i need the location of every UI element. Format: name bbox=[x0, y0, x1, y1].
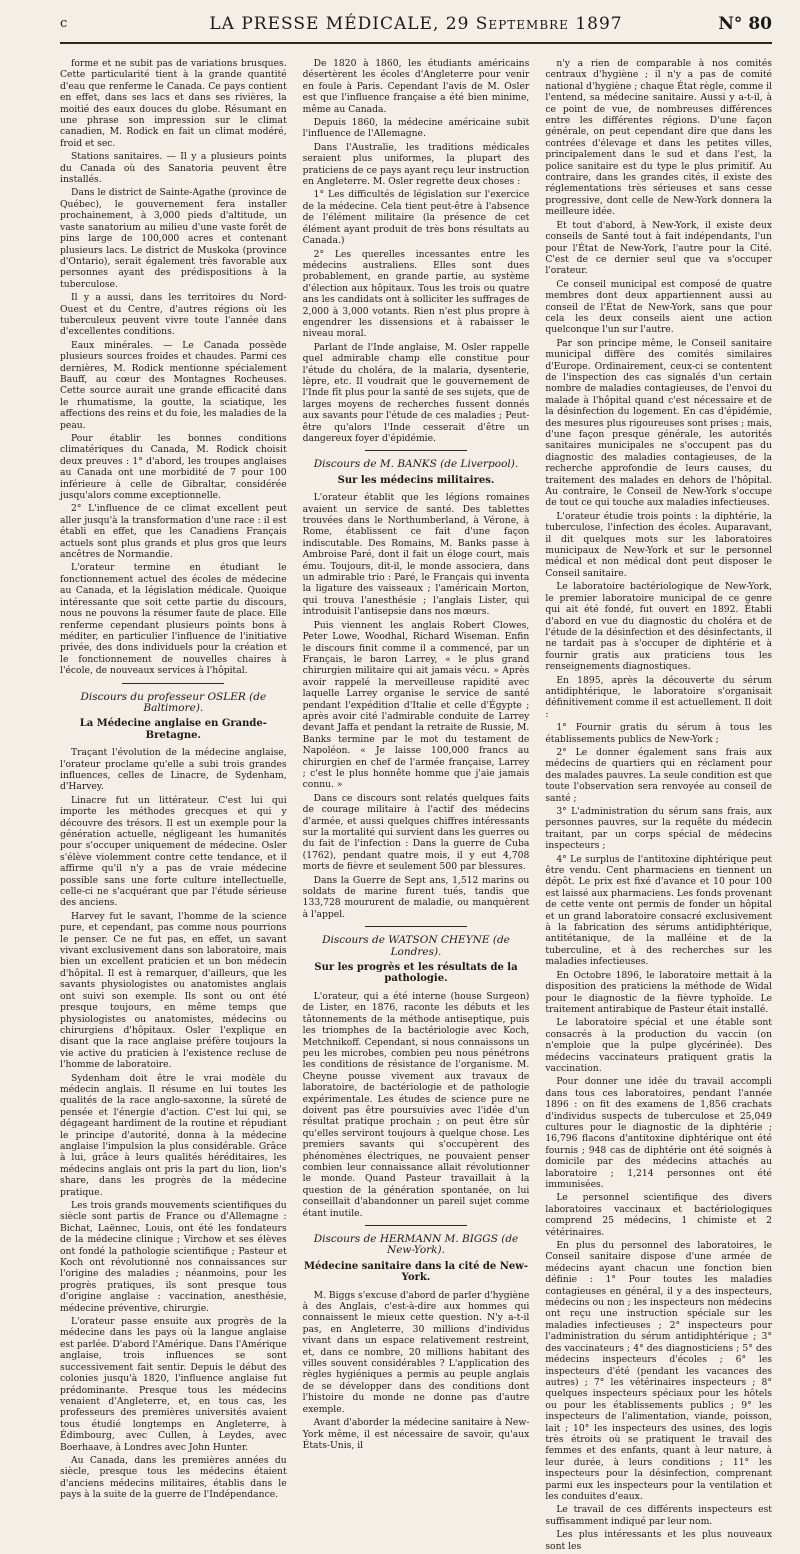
paragraph: 2° Les querelles incessantes entre les médecins australiens. Elles sont dues probablement, en grande partie, au système d'élection aux hôpitaux. Tous les trois ou quatre ans les candidats ont à solliciter les suffrages de 2,000 à 3,000 votants. Rien n'est plus propre à engendrer les dissensions et à rabaisser le niveau moral. bbox=[302, 248, 530, 340]
paragraph: 2° L'influence de ce climat excellent peut aller jusqu'à la transformation d'une race : il est établi en effet, que les Canadiens Français actuels sont plus grands et plus gros que leurs ancêtres de Normandie. bbox=[60, 503, 287, 561]
page-header bbox=[60, 12, 772, 44]
paragraph: Par son principe même, le Conseil sanitaire municipal diffère des comités similaires d'Europe. Ordinairement, ceux-ci se contentent de l'inspection des cas signalés d'un certain nombre de maladies contagieuses, de l'envoi du malade à l'hôpital quand c'est nécessaire et de la désinfection du logement. En cas d'épidémie, des mesures plus rigoureuses sont prises ; mais, d'une façon presque générale, les autorités sanitaires municipales ne s'occupent pas du diagnostic des maladies contagieuses, de la recherche approfondie de leurs causes, du traitement des malades en dehors de l'hôpital. Au contraire, le Conseil de New-York s'occupe de tout ce qui touche aux maladies infectieuses. bbox=[545, 337, 772, 509]
issue-number: N° 80 bbox=[718, 14, 772, 34]
section-subtitle: Sur les médecins militaires. bbox=[337, 474, 495, 486]
paragraph: L'orateur, qui a été interne (house Surgeon) de Lister, en 1876, raconte les débuts et les tâtonnements de la méthode antiseptique, puis les triomphes de la bactériologie avec Koch, Metchnikoff. Cependant, si nous connaissons un peu les microbes, combien peu nous pénétrons les conditions de résistance de l'organisme. M. Cheyne pousse vivement aux travaux de laboratoire, de bactériologie et de pathologie expérimentale. Les études de science pure ne doivent pas être poursuivies avec l'idée d'un résultat pratique prochain ; on peut être sûr qu'elles serviront toujours à quelque chose. Les premiers savants qui s'occupèrent des phénomènes électriques, ne pouvaient penser combien leur connaissance allait révolutionner le monde. Quand Pasteur travaillait à la question de la génération spontanée, on lui conseillait d'abandonner un pareil sujet comme étant inutile. bbox=[302, 990, 530, 1219]
paragraph: De 1820 à 1860, les étudiants américains désertèrent les écoles d'Angleterre pour venir en foule à Paris. Cependant l'avis de M. Osler est que l'influence française a été bien minime, même au Canada. bbox=[302, 58, 530, 115]
paragraph: Dans la Guerre de Sept ans, 1,512 marins ou soldats de marine furent tués, tandis que 133,728 moururent de maladie, ou manquèrent à l'appel. bbox=[302, 874, 530, 920]
section-title: Discours de HERMANN M. BIGGS (de New-York). bbox=[313, 1233, 519, 1257]
paragraph: Ce conseil municipal est composé de quatre membres dont deux appartiennent aussi au conseil de l'État de New-York, sans que pour cela les deux conseils aient une action quelconque l'un sur l'autre. bbox=[545, 278, 772, 336]
journal-title: LA PRESSE MÉDICALE, 29 Septembre 1897 bbox=[209, 14, 623, 34]
paragraph: M. Biggs s'excuse d'abord de parler d'hygiène à des Anglais, c'est-à-dire aux hommes qui connaissent le mieux cette question. N'y a-t-il pas, en Angleterre, 30 millions d'individus vivant dans un espace relativement restreint, et, dans ce nombre, 20 millions habitant des villes souvent considérables ? L'application des règles hygiéniques a permis au peuple anglais de se développer dans des conditions dont l'histoire du monde ne donne pas d'autre exemple. bbox=[302, 1289, 530, 1415]
paragraph: Au Canada, dans les premières années du siècle, presque tous les médecins étaient d'anciens médecins militaires, établis dans le pays à la suite de la guerre de l'Indépendance. bbox=[60, 1454, 287, 1501]
paragraph: Le travail de ces différents inspecteurs est suffisamment indiqué par leur nom. bbox=[545, 1504, 772, 1527]
article-columns bbox=[60, 58, 772, 1552]
section-title: Discours de WATSON CHEYNE (de Londres). bbox=[322, 934, 510, 958]
paragraph: forme et ne subit pas de variations brusques. Cette particularité tient à la grande quantité d'eau que renferme le Canada. Ce pays contient en effet, dans ses lacs et dans ses rivières, la moitié des eaux douces du globe. Résumant en une phrase son impression sur le climat canadien, M. Rodick en fait un climat modéré, froid et sec. bbox=[60, 58, 287, 149]
section-divider bbox=[365, 926, 467, 927]
paragraph: Les trois grands mouvements scientifiques du siècle sont partis de France ou d'Allemagne : Bichat, Laënnec, Louis, ont été les fondateurs de la médecine clinique ; Virchow et ses élèves ont fondé la pathologie scientifique ; Pasteur et Koch ont révolutionné nos connaissances sur l'origine des maladies ; néanmoins, pour les progrès pratiques, ils sont presque tous d'origine anglaise : vaccination, anesthésie, médecine préventive, chirurgie. bbox=[60, 1200, 287, 1314]
paragraph: Avant d'aborder la médecine sanitaire à New-York même, il est nécessaire de savoir, qu'aux États-Unis, il bbox=[302, 1417, 530, 1451]
paragraph: Dans ce discours sont relatés quelques faits de courage militaire à l'actif des médecins d'armée, et aussi quelques chiffres intéressants sur la mortalité qui survient dans les guerres ou du fait de l'infection : Dans la guerre de Cuba (1762), pendant quatre mois, il y eut 4,708 morts de fièvre et seulement 500 par blessures. bbox=[302, 792, 530, 873]
paragraph: Il y a aussi, dans les territoires du Nord-Ouest et du Centre, d'autres régions où les tuberculeux peuvent vivre toute l'année dans d'excellentes conditions. bbox=[60, 292, 287, 338]
section-subtitle: La Médecine anglaise en Grande-Bretagne. bbox=[79, 718, 267, 741]
paragraph: 4° Le surplus de l'antitoxine diphtérique peut être vendu. Cent pharmaciens en tiennent un dépôt. Le prix est fixé d'avance et 10 pour 100 est laissé aux pharmaciens. Les fonds provenant de cette vente ont permis de fonder un hôpital et un grand laboratoire consacré exclusivement à la fabrication des sérums antidiphtérique, antitétanique, de la malléine et de la tuberculine, et à des recherches sur les maladies infectieuses. bbox=[545, 853, 772, 968]
section-title: Discours du professeur OSLER (de Baltimore). bbox=[80, 690, 267, 714]
paragraph: Linacre fut un littérateur. C'est lui qui importe les méthodes grecques et qui y découvre des trésors. Il est un exemple pour la génération actuelle, négligeant les humanités pour s'occuper uniquement de médecine. Osler s'élève violemment contre cette tendance, et il affirme qu'il n'y a pas de vraie médecine possible sans une forte culture intellectuelle, celle-ci ne s'acquérant que par l'étude sérieuse des anciens. bbox=[60, 794, 287, 909]
paragraph: Depuis 1860, la médecine américaine subit l'influence de l'Allemagne. bbox=[302, 117, 530, 140]
paragraph: Parlant de l'Inde anglaise, M. Osler rappelle quel admirable champ elle constitue pour l'étude du choléra, de la malaria, dysenterie, lèpre, etc. Il voudrait que le gouvernement de l'Inde fît plus pour la santé de ses sujets, que de larges moyens de recherches fussent donnés aux savants pour l'étude de ces maladies ; Peut-être qu'alors l'Inde cesserait d'être un dangereux foyer d'épidémie. bbox=[302, 341, 530, 444]
paragraph: Et tout d'abord, à New-York, il existe deux conseils de Santé tout à fait indépendants, l'un pour l'État de New-York, l'autre pour la Cité. C'est de ce dernier seul que va s'occuper l'orateur. bbox=[545, 219, 772, 277]
paragraph: Le laboratoire bactériologique de New-York, le premier laboratoire municipal de ce genre qui ait été fondé, fut ouvert en 1892. Établi d'abord en vue du diagnostic du choléra et de l'étude de la désinfection et des désinfectants, il ne tardait pas à s'occuper de diphtérie et à fournir gratis aux praticiens tous les renseignements diagnostiques. bbox=[545, 581, 772, 673]
paragraph: En 1895, après la découverte du sérum antidiphtérique, le laboratoire s'organisait définitivement comme il est actuellement. Il doit : bbox=[545, 674, 772, 720]
section-divider bbox=[122, 683, 224, 684]
paragraph: Le laboratoire spécial et une étable sont consacrés à la production du vaccin (on n'emploie que la pulpe glycérinée). Des médecins vaccinateurs pratiquent gratis la vaccination. bbox=[545, 1017, 772, 1074]
paragraph: Dans l'Australie, les traditions médicales seraient plus uniformes, la plupart des praticiens de ce pays ayant reçu leur instruction en Angleterre. M. Osler regrette deux choses : bbox=[302, 141, 530, 188]
section-title: Discours de M. BANKS (de Liverpool). bbox=[313, 458, 519, 471]
paragraph: Pour donner une idée du travail accompli dans tous ces laboratoires, pendant l'année 1896 : on fit des examens de 1,856 crachats d'individus suspects de tuberculose et 25,049 cultures pour le diagnostic de la diphtérie ; 16,796 flacons d'antitoxine diphtérique ont été fournis ; 948 cas de diphtérie ont été soignés à domicile par des médecins attachés au laboratoire ; 1,214 personnes ont été immunisées. bbox=[545, 1076, 772, 1190]
paragraph: Traçant l'évolution de la médecine anglaise, l'orateur proclame qu'elle a subi trois grandes influences, celles de Linacre, de Sydenham, d'Harvey. bbox=[60, 747, 287, 793]
paragraph: L'orateur passe ensuite aux progrès de la médecine dans les pays où la langue anglaise est parlée. D'abord l'Amérique. Dans l'Amérique anglaise, trois influences se sont successivement fait sentir. Depuis le début des colonies jusqu'à 1820, l'influence anglaise fut prédominante. Presque tous les médecins venaient d'Angleterre, et, en tous cas, les professeurs des premières universités avaient tous étudié longtemps en Angleterre, à Édimbourg, avec Cullen, à Leydes, avec Boerhaave, à Londres avec John Hunter. bbox=[60, 1316, 287, 1453]
column-middle bbox=[303, 58, 530, 1554]
column-left bbox=[60, 58, 287, 1554]
paragraph: n'y a rien de comparable à nos comités centraux d'hygiène ; il n'y a pas de comité national d'hygiène ; chaque État règle, comme il l'entend, sa médecine sanitaire. Aussi y a-t-il, à ce point de vue, de nombreuses différences entre les différentes régions. D'une façon générale, on peut cependant dire que dans les contrées d'élevage et dans les petites villes, principalement dans le sud et dans l'est, la police sanitaire est du type le plus primitif. Au contraire, dans les grandes cités, il existe des réglementations très sérieuses et sans cesse progressive, dont celle de New-York donnera la meilleure idée. bbox=[545, 58, 772, 218]
paragraph: 1° Fournir gratis du sérum à tous les établissements publics de New-York ; bbox=[545, 722, 772, 745]
section-divider bbox=[365, 1225, 467, 1226]
section-divider bbox=[365, 450, 467, 451]
paragraph: Puis viennent les anglais Robert Clowes, Peter Lowe, Woodhal, Richard Wiseman. Enfin le discours finit comme il a commencé, par un Français, le baron Larrey, « le plus grand chirurgien militaire qui ait jamais vécu. » Après avoir rappelé la merveilleuse rapidité avec laquelle Larrey organise le service de santé pendant l'expédition d'Italie et celle d'Égypte ; après avoir cité l'admirable conduite de Larrey devant Jaffa et pendant la retraite de Russie, M. Banks termine par le mot du testament de Napoléon. « Je laisse 100,000 francs au chirurgien en chef de l'armée française, Larrey ; c'est le plus honnête homme que j'aie jamais connu. » bbox=[302, 619, 530, 791]
paragraph: 1° Les difficultés de législation sur l'exercice de la médecine. Cela tient peut-être à l'absence de l'élément militaire (la présence de cet élément ayant produit de très bons résultats au Canada.) bbox=[302, 189, 530, 247]
paragraph: 3° L'administration du sérum sans frais, aux personnes pauvres, sur la requête du médecin traitant, par un corps spécial de médecins inspecteurs ; bbox=[545, 806, 772, 852]
paragraph: Les plus intéressants et les plus nouveaux sont les bbox=[545, 1529, 772, 1552]
section-subtitle: Médecine sanitaire dans la cité de New-York. bbox=[303, 1260, 529, 1284]
paragraph: Pour établir les bonnes conditions climatériques du Canada, M. Rodick choisit deux preuves : 1° d'abord, les troupes anglaises au Canada ont une morbidité de 7 pour 100 inférieure à celle de Gibraltar, considérée jusqu'alors comme exceptionnelle. bbox=[60, 433, 287, 502]
paragraph: Le personnel scientifique des divers laboratoires vaccinaux et bactériologiques comprend 25 médecins, 1 chimiste et 2 vétérinaires. bbox=[545, 1192, 772, 1238]
paragraph: L'orateur établit que les légions romaines avaient un service de santé. Des tablettes trouvées dans le Northumberland, à Vérone, à Rome, établissent ce fait d'une façon indiscutable. Des Romains, M. Banks passe à Ambroise Paré, dont il fait un éloge court, mais ému. Toujours, dit-il, le monde associera, dans un admirable trio : Paré, le Français qui inventa la ligature des vaisseaux ; l'américain Morton, qui trouva l'anesthésie ; l'anglais Lister, qui introduisit l'antisepsie dans nos mœurs. bbox=[302, 492, 530, 618]
column-right bbox=[545, 58, 772, 1554]
page-marker: c bbox=[60, 16, 68, 31]
paragraph: Harvey fut le savant, l'homme de la science pure, et cependant, pas comme nous pourrions le penser. Ce ne fut pas, en effet, un savant vivant exclusivement dans son laboratoire, mais bien un excellent praticien et un bon médecin d'hôpital. Il est à remarquer, d'ailleurs, que les savants physiologistes ou anatomistes anglais ont suivi son exemple. Ils sont ou ont été presque toujours, en même temps que physiologistes ou anatomistes, médecins ou chirurgiens d'hôpitaux. Osler l'explique en disant que la race anglaise préfère toujours la vie active du praticien à l'existence recluse de l'homme de laboratoire. bbox=[60, 910, 287, 1071]
paragraph: Eaux minérales. — Le Canada possède plusieurs sources froides et chaudes. Parmi ces dernières, M. Rodick mentionne spécialement Bauff, au cœur des Montagnes Rocheuses. Cette source aurait une grande efficacité dans le rhumatisme, la goutte, la sciatique, les affections des reins et du foie, les maladies de la peau. bbox=[60, 339, 287, 431]
paragraph: L'orateur étudie trois points : la diphtérie, la tuberculose, l'infection des écoles. Auparavant, il dit quelques mots sur les laboratoires municipaux de New-York et sur le personnel médical et non médical dont peut disposer le Conseil sanitaire. bbox=[545, 510, 772, 579]
paragraph: En plus du personnel des laboratoires, le Conseil sanitaire dispose d'une armée de médecins ayant chacun une fonction bien définie : 1° Pour toutes les maladies contagieuses en général, il y a des inspecteurs, médecins ou non ; les inspecteurs non médecins ont reçu une instruction spéciale sur les maladies infectieuses ; 2° inspecteurs pour l'administration du sérum antidiphtérique ; 3° des vaccinateurs ; 4° des diagnosticiens ; 5° des médecins inspecteurs d'écoles ; 6° les inspecteurs d'été (pendant les vacances des autres) ; 7° les vétérinaires inspecteurs ; 8° quelques inspecteurs spéciaux pour les hôtels ou pour les établissements publics ; 9° les inspecteurs de l'alimentation, viande, poisson, lait ; 10° les inspecteurs des usines, des logis très étroits où se pratiquent le travail des femmes et des enfants, quant à leur nature, à leur durée, à leurs conditions ; 11° les inspecteurs pour la désinfection, comprenant parmi eux les inspecteurs pour la ventilation et les conduites d'eaux. bbox=[545, 1240, 772, 1502]
paragraph: L'orateur termine en étudiant le fonctionnement actuel des écoles de médecine au Canada, et la législation médicale. Quoique intéressante que soit cette partie du discours, nous ne pouvons la résumer faute de place. Elle renferme cependant plusieurs points bons à méditer, en particulier l'influence de l'initiative privée, des dons individuels pour la création et le fonctionnement de nouvelles chaires à l'école, de nouveaux services à l'hôpital. bbox=[60, 562, 287, 677]
paragraph: En Octobre 1896, le laboratoire mettait à la disposition des praticiens la méthode de Widal pour le diagnostic de la fièvre typhoïde. Le traitement antirabique de Pasteur était installé. bbox=[545, 969, 772, 1015]
paragraph: Stations sanitaires. — Il y a plusieurs points du Canada où des Sanatoria peuvent être installés. bbox=[60, 151, 287, 186]
paragraph: Sydenham doit être le vrai modèle du médecin anglais. Il résume en lui toutes les qualités de la race anglo-saxonne, la sûreté de pensée et l'énergie d'action. C'est lui qui, se dégageant hardiment de la routine et répudiant le principe d'autorité, donna à la médecine anglaise l'impulsion la plus considérable. Grâce à lui, grâce à leurs qualités héréditaires, les médecins anglais ont pris la part du lion, lion's share, dans les progrès de la médecine pratique. bbox=[60, 1072, 287, 1198]
section-subtitle: Sur les progrès et les résultats de la pathologie. bbox=[314, 962, 518, 985]
paragraph: 2° Le donner également sans frais aux médecins de quartiers qui en réclament pour des malades pauvres. La seule condition est que toute l'observation sera renvoyée au conseil de santé ; bbox=[545, 746, 772, 804]
paragraph: Dans le district de Sainte-Agathe (province de Québec), le gouvernement fera installer prochainement, à 3,000 pieds d'altitude, un vaste sanatorium au milieu d'une vaste forêt de pins large de 100,000 acres et contenant plusieurs lacs. Le district de Muskoka (province d'Ontario), serait également très favorable aux personnes ayant des prédispositions à la tuberculose. bbox=[60, 187, 287, 290]
